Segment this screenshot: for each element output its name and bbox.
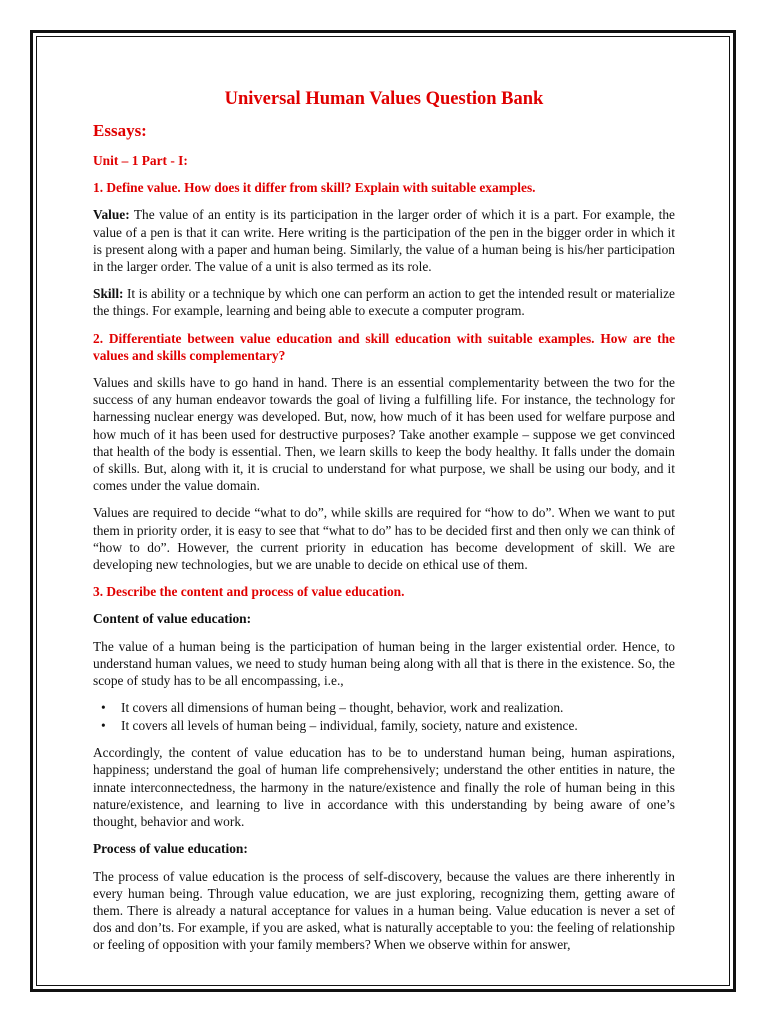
question-3: 3. Describe the content and process of value education.: [93, 584, 405, 600]
essays-heading: Essays:: [93, 121, 147, 140]
list-item-text: It covers all levels of human being – individual, family, society, nature and existence.: [121, 717, 578, 733]
value-definition-text: The value of an entity is its participation in the larger order of which it is a part. For example, the value of a pen is that it can write. Here writing is the participation of the pen in the bigger order in which it is present along with a paper and human being. Similarly, the value of a human being is his/her participation in the larger order. The value of a unit is also termed as its role.: [93, 207, 675, 275]
question-1: 1. Define value. How does it differ from skill? Explain with suitable examples.: [93, 180, 536, 196]
process-paragraph-1: The process of value education is the process of self-discovery, because the values are there inherently in every human being. Through value education, we are just exploring, recognizing them, getting aware of them. There is already a natural acceptance for values in a human being. Value education is never a set of dos and don’ts. For example, if you are asked, what is naturally acceptable to you: the feeling of relationship or feeling of opposition with your family members? When we observe within for answer,: [93, 868, 675, 953]
skill-definition: [93, 285, 675, 319]
content-paragraph-1: The value of a human being is the participation of human being in the larger existential order. Hence, to understand human values, we need to study human being along with all that is there in the existence. So, the scope of study has to be all encompassing, i.e.,: [93, 638, 675, 689]
skill-definition-text: It is ability or a technique by which one can perform an action to get the intended result or materialize the things. For example, learning and being able to execute a computer program.: [93, 286, 675, 319]
bullet-list: [93, 699, 675, 734]
q2-paragraph-1: Values and skills have to go hand in hand. There is an essential complementarity between the two for the success of any human endeavor towards the goal of living a fulfilling life. For instance, the technology for harnessing nuclear energy was developed. But, now, how much of it has been used for welfare purpose and how much of it has been used for destructive purposes? Take another example – suppose we get convinced that health of the body is essential. Then, we learn skills to keep the body healthy. It falls under the domain of skills. But, along with it, it is crucial to understand for what purpose, we shall be using our body, and it comes under the value domain.: [93, 375, 675, 494]
list-item: [101, 699, 675, 717]
value-definition: [93, 206, 675, 275]
unit-heading: Unit – 1 Part - I:: [93, 153, 188, 168]
skill-term: Skill:: [93, 286, 124, 302]
bullet-icon: •: [101, 700, 106, 716]
q2-paragraph-2: Values are required to decide “what to do”, while skills are required for “how to do”. When we want to put them in priority order, it is easy to see that “what to do” has to be decided first and then only we can think of “how to do”. However, the current priority in education has become development of skill. We are developing new technologies, but we are unable to decide on ethical use of them.: [93, 505, 675, 573]
process-heading: Process of value education:: [93, 841, 248, 857]
page-title: Universal Human Values Question Bank: [224, 89, 544, 109]
document-body: [93, 88, 675, 964]
bullet-icon: •: [101, 717, 106, 733]
list-item: [101, 717, 675, 735]
value-term: Value:: [93, 207, 130, 223]
content-paragraph-2: Accordingly, the content of value education has to be to understand human being, human aspirations, happiness; understand the goal of human life comprehensively; understand the other entities in nature, the innate interconnectedness, the harmony in the nature/existence and finally the role of human being in this nature/existence, and learning to live in accordance with this understanding by being aware of one’s thought, behavior and work.: [93, 745, 675, 830]
list-item-text: It covers all dimensions of human being – thought, behavior, work and realization.: [121, 700, 564, 716]
content-heading: Content of value education:: [93, 611, 252, 627]
question-2: 2. Differentiate between value education and skill education with suitable examples. How are the values and skills complementary?: [93, 330, 675, 363]
